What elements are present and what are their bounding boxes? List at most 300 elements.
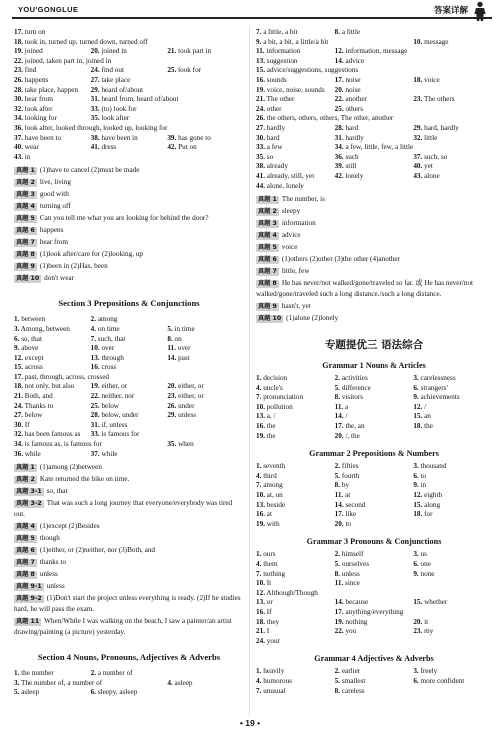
exam-answer [256,218,492,229]
answer-item: 7. among [256,481,283,490]
answer-item: 3. thousand [413,462,447,471]
answer-item: 38. already [256,162,288,171]
answer-row [256,560,492,570]
item-number: 10. [256,402,265,411]
grammar-heading: Grammar 2 Prepositions & Numbers [309,449,439,459]
exam-label: 真题 7 [16,559,35,567]
item-number: 9. [14,344,20,353]
exam-label: 真题 2 [16,476,35,484]
right-column [256,28,492,730]
item-number: 24. [14,401,23,410]
answer-item: 2. a number of [90,669,133,678]
answer-row [256,598,492,608]
exam-answer-text: (1)been in (2)Has, been [39,262,108,271]
answer-item: 23. find [14,66,37,75]
answer-row [14,57,244,67]
answer-item: 17. anything/everything [334,607,404,616]
item-number: 27. [256,123,265,132]
exam-answer [14,462,244,473]
answer-item: 11. at [334,491,351,500]
exam-label: 真题 4 [16,203,35,211]
answer-item: 2. earlier [334,667,361,676]
item-number: 6. [14,334,20,343]
answer-item: 2. among [90,315,118,324]
answer-item: 17. the, an [334,422,365,431]
item-number: 13. [256,500,265,509]
exam-answer-text: good with [39,190,69,199]
item-number: 40. [14,143,23,152]
answer-row [14,105,244,115]
answer-row [256,677,492,687]
answer-row [14,411,244,421]
answer-item: 6. so, that [14,334,42,343]
item-number: 15. [413,412,423,421]
answer-item: 29. hard, hardly [413,123,459,132]
answer-item: 29. heard of/about [90,85,144,94]
answer-item: 7. pronunciation [256,393,304,402]
answer-row [256,627,492,637]
exam-label: 真题 3-1 [16,488,42,496]
exam-answer-text: hasn't, yet [281,302,311,311]
answer-item: 17. like [334,510,357,519]
item-number: 3. [14,678,20,687]
answer-row [256,687,492,697]
answer-item: 33. a few [256,143,283,152]
item-number: 35. [167,440,177,449]
item-number: 14. [334,598,344,607]
answer-item: 4. humorous [256,676,292,685]
answer-item: 18. they [256,617,280,626]
item-number: 12. [334,47,344,56]
item-number: 8. [334,393,341,402]
item-number: 12. [256,588,265,597]
exam-label: 真题 10 [258,315,282,323]
answer-item: 4. asleep [167,678,193,687]
item-number: 4. [167,678,173,687]
answer-item: 18. took in, turned up, turned down, turned off [14,37,148,46]
exam-answer-text: (1)alone (2)lonely [286,314,339,323]
answer-row [14,66,244,76]
item-number: 7. [256,481,262,490]
item-number: 21. [256,95,265,104]
answer-item: 10. over [90,344,115,353]
item-number: 2. [334,462,341,471]
item-number: 5. [167,324,173,333]
answer-row [14,315,244,325]
item-number: 2. [334,550,341,559]
item-number: 31. [90,420,100,429]
item-number: 6. [413,383,419,392]
answer-item: 27. take place [90,75,131,84]
item-number: 19. [256,519,265,528]
answer-row [256,182,492,192]
item-number: 5. [334,471,341,480]
exam-label: 真题 7 [258,268,277,276]
item-number: 7. [256,686,262,695]
item-number: 32. [413,133,423,142]
answer-item: 16. If [256,607,272,616]
answer-row [256,143,492,153]
answer-item: 18. not only, but also [14,382,75,391]
answer-item: 10. message [413,37,449,46]
item-number: 38. [256,162,265,171]
item-number: 14. [334,412,344,421]
item-number: 9. [413,481,419,490]
answer-row [256,114,492,124]
answer-item: 4. third [256,471,277,480]
answer-rows [14,669,244,698]
exam-label: 真题 8 [16,251,35,259]
section-heading: Section 4 Nouns, Pronouns, Adjectives & Adverbs [37,652,221,663]
exam-answer [14,273,244,284]
item-number: 4. [90,324,97,333]
answer-item: 12. / [413,402,427,411]
answer-item: 7. unusual [256,686,286,695]
answer-item: 3. us [413,550,427,559]
exam-answer-text: (1)Don't start the project unless everything is ready. (2)If he studies hard, he will pass the exam. [14,594,241,614]
answer-item: 29. unless [167,411,197,420]
exam-label: 真题 8 [258,280,277,288]
item-number: 16. [256,510,265,519]
answer-row [14,76,244,86]
answer-row [14,430,244,440]
item-number: 16. [256,607,265,616]
exam-answers [14,462,244,638]
exam-answer [256,278,492,300]
exam-label: 真题 6 [16,227,35,235]
item-number: 20. [413,617,423,626]
answer-item: 28. below, under [90,411,139,420]
answer-item: 3. The number of, a number of [14,678,103,687]
answer-row [14,669,244,679]
item-number: 21. [256,627,265,636]
answer-item: 9. a bit, a bit, a little/a bit [256,37,329,46]
answer-item: 23. my [413,627,434,636]
answer-item: 18. for [413,510,433,519]
item-number: 25. [167,66,177,75]
answer-item: 13. beside [256,500,286,509]
answer-item: 14. past [167,353,190,362]
answer-item: 36. look after, looked through, looked up, looking for [14,123,168,132]
exam-answer [256,194,492,205]
answer-row [14,325,244,335]
answer-row [14,382,244,392]
item-number: 3. [413,374,419,383]
answer-item: 24. find out [90,66,124,75]
exam-label: 真题 2 [258,208,277,216]
answer-item: 15. along [413,500,441,509]
item-number: 21. [14,392,23,401]
exam-label: 真题 4 [16,523,35,531]
answer-item: 21. took part in [167,47,212,56]
exam-answer-text: hear from [39,238,68,247]
item-number: 32. [14,430,23,439]
item-number: 35. [256,152,265,161]
answer-item: 16. the [256,422,276,431]
answer-item: 4. on time [90,324,120,333]
item-number: 14. [167,353,177,362]
item-number: 9. [413,569,419,578]
answer-row [256,422,492,432]
answer-item: 24. your [256,636,280,645]
item-number: 15. [14,363,23,372]
answer-item: 17. past, through, across, crossed [14,372,110,381]
grammar-heading: Grammar 3 Pronouns & Conjunctions [306,537,442,547]
answer-item: 8. a little [334,28,361,36]
answer-item: 27. below [14,411,43,420]
exam-answer-text: (1)among (2)between [39,463,102,472]
exam-answer [14,486,244,497]
item-number: 18. [256,617,265,626]
answer-item: 34. is famous as, is famous for [14,440,102,449]
answer-item: 20. either, or [167,382,204,391]
item-number: 9. [413,393,419,402]
answer-row [14,335,244,345]
item-number: 25. [90,401,100,410]
answer-item: 5. asleep [14,688,40,697]
exam-answer-text: (1)others (2)other (3)the other (4)another [281,255,400,264]
answer-row [256,491,492,501]
item-number: 13. [90,353,100,362]
answer-item: 9. in [413,481,427,490]
answer-item: 42. lonely [334,171,364,180]
answer-item: 22. joined, taken part in, joined in [14,56,112,65]
answer-item: 12. eighth [413,491,443,500]
item-number: 18. [413,422,423,431]
exam-answer-text: Kate returned the bike on time. [39,475,130,484]
item-number: 28. [14,85,23,94]
answer-rows [256,374,492,441]
item-number: 20. [334,431,344,440]
exam-answer-text: information [281,219,316,228]
exam-answer [256,230,492,241]
item-number: 19. [90,382,100,391]
item-number: 10. [256,579,265,588]
exam-answer [14,545,244,556]
answer-row [256,570,492,580]
item-number: 5. [334,560,341,568]
exam-answer [14,237,244,248]
answer-row [256,162,492,172]
item-number: 7. [256,28,262,36]
item-number: 39. [167,133,177,142]
exam-answer [14,498,244,520]
exam-label: 真题 1 [16,167,35,175]
exam-answer [256,301,492,312]
answer-item: 19. voice, noise, sounds [256,85,325,94]
answer-row [256,472,492,482]
item-number: 18. [413,510,423,519]
item-number: 43. [14,152,23,161]
item-number: 18. [14,37,23,46]
answer-row [256,608,492,618]
answer-item: 36. such [334,152,359,161]
answer-item: 9. achievements [413,393,460,402]
answer-item: 23. either, or [167,392,204,401]
answer-item: 21. I [256,627,270,636]
answer-row [256,105,492,115]
item-number: 29. [90,85,100,94]
item-number: 42. [167,143,177,152]
answer-item: 28. hard [334,123,359,132]
answer-row [14,114,244,124]
answer-item: 36. while [14,449,41,458]
answer-item: 37. have been to [14,133,62,142]
item-number: 41. [256,171,265,180]
answer-item: 13. or [256,598,273,607]
item-number: 29. [167,411,177,420]
answer-row [14,354,244,364]
item-number: 4. [256,471,262,480]
item-number: 8. [334,28,341,36]
exam-label: 真题 8 [16,571,35,579]
answer-item: 24. Thanks to [14,401,54,410]
item-number: 31. [90,95,100,104]
answer-item: 9. none [413,569,435,578]
answer-item: 15. whether [413,598,448,607]
answer-item: 10. pollution [256,402,293,411]
item-number: 12. [14,353,23,362]
answer-row [256,462,492,472]
topic-heading: 专题提优三 语法综合 [324,339,424,352]
item-number: 11. [256,47,265,56]
exam-answer-text: That was such a long journey that everyone/everybody was tired out. [14,499,233,519]
column-divider [249,26,250,716]
answer-item: 18. the [413,422,433,431]
exam-label: 真题 6 [258,256,277,264]
item-number: 3. [413,667,419,676]
exam-answer-text: When/While I was walking on the beach, I saw a painter/an artist drawing/painting (a picture) yesterday. [14,617,232,637]
item-number: 10. [413,37,423,46]
item-number: 34. [14,114,23,123]
answer-item: 19. either, or [90,382,128,391]
exam-answer [14,213,244,224]
item-number: 3. [14,324,20,333]
answer-item: 21. The other [256,95,295,104]
item-number: 17. [334,607,344,616]
item-number: 26. [167,401,177,410]
answer-item: 23. The others [413,95,455,104]
exam-answer-text: (1)look after/care for (2)looking, up [39,250,144,259]
item-number: 2. [90,315,97,324]
item-number: 42. [334,171,344,180]
item-number: 24. [256,636,265,645]
exam-answer-text: voice [281,243,298,252]
answer-row [14,421,244,431]
item-number: 17. [334,510,344,519]
answer-item: 44. alone, lonely [256,181,304,190]
answer-item: 20. joined in [90,47,127,56]
exam-answer [256,313,492,324]
answer-item: 16. cross [90,363,117,372]
answer-item: 2. fifties [334,462,359,471]
exam-answer-text: though [39,534,60,543]
answer-item: 30. If [14,420,30,429]
answer-item: 19. nothing [334,617,368,626]
answer-item: 15. across [14,363,43,372]
item-number: 24. [256,104,265,113]
item-number: 8. [167,334,173,343]
answer-item: 11. a [334,402,349,411]
exam-label: 真题 5 [16,215,35,223]
item-number: 24. [90,66,100,75]
item-number: 30. [14,95,23,104]
answer-row [256,153,492,163]
answer-row [14,134,244,144]
item-number: 36. [334,152,344,161]
answer-item: 5. ourselves [334,560,369,568]
exam-answer [14,249,244,260]
answer-item: 14. advice [334,56,365,65]
answer-row [256,66,492,76]
answer-item: 14. second [334,500,366,509]
answer-row [256,76,492,86]
answer-item: 13. a, / [256,412,276,421]
item-number: 1. [256,374,262,383]
exam-answer [14,593,244,615]
item-number: 14. [334,56,344,65]
item-number: 34. [14,440,23,449]
exam-answer-text: The number, is [281,195,325,204]
answer-row [256,374,492,384]
item-number: 23. [14,66,23,75]
answer-row [256,172,492,182]
answer-row [14,679,244,689]
item-number: 34. [334,143,344,152]
item-number: 30. [14,420,23,429]
item-number: 16. [256,75,265,84]
item-number: 4. [256,560,262,568]
answer-item: 6. strangers' [413,383,448,392]
answer-item: 1. seventh [256,462,286,471]
answer-item: 2. activities [334,374,368,383]
item-number: 13. [256,598,265,607]
answer-row [14,450,244,460]
answer-row [14,38,244,48]
item-number: 13. [256,56,265,65]
answer-item: 10. It [256,579,272,588]
exam-label: 真题 7 [16,239,35,247]
answer-item: 8. careless [334,686,365,695]
item-number: 16. [90,363,100,372]
item-number: 23. [413,627,423,636]
answer-item: 22. another [334,95,367,104]
item-number: 2. [334,374,341,383]
item-number: 18. [413,75,423,84]
item-number: 19. [14,47,23,56]
answer-item: 38. have been in [90,133,138,142]
exam-answer [256,206,492,217]
answer-item: 20. noise [334,85,361,94]
answer-row [256,124,492,134]
exam-label: 真题 9-2 [16,595,42,603]
answer-item: 41. dress [90,143,117,152]
item-number: 1. [14,669,20,678]
answer-item: 16. sounds [256,75,287,84]
item-number: 8. [334,686,341,695]
answer-row [14,86,244,96]
answer-item: 25. look for [167,66,202,75]
answer-item: 13. through [90,353,124,362]
answer-row [14,344,244,354]
answer-item: 17. noise [334,75,361,84]
exam-label: 真题 1 [16,464,35,472]
item-number: 15. [256,66,265,75]
answer-row [256,510,492,520]
item-number: 23. [167,392,177,401]
item-number: 19. [334,617,344,626]
exam-answer [14,557,244,568]
